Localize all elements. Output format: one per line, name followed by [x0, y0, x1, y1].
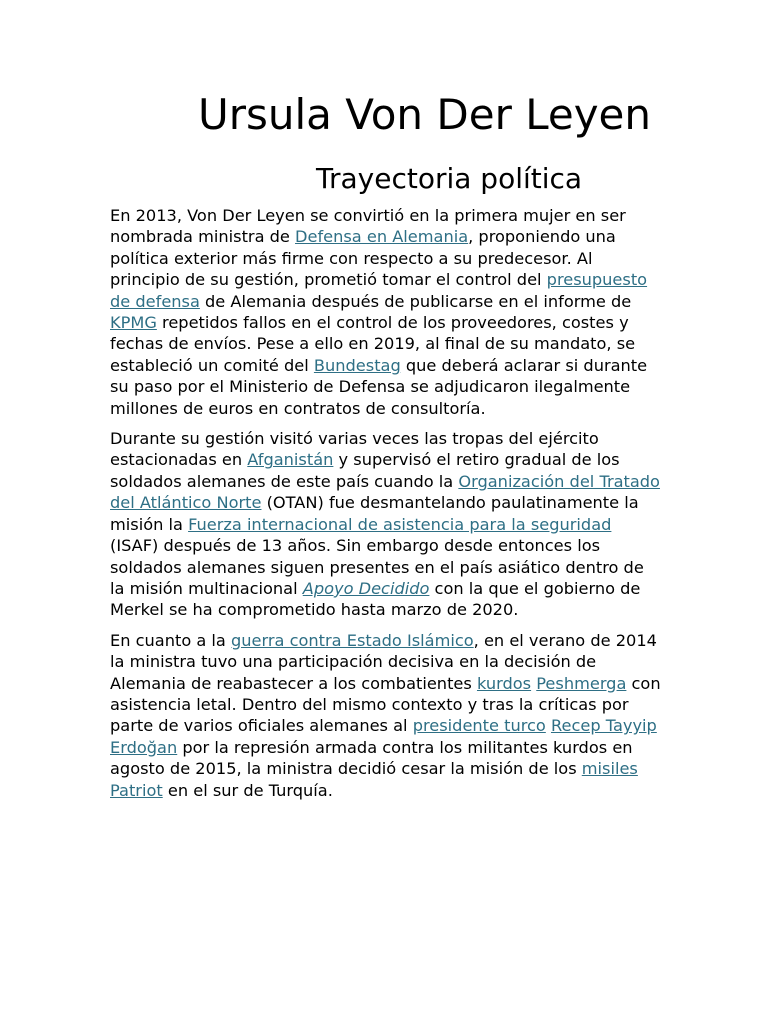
- paragraph-text: con asistencia letal. Dentro del mismo contexto y tras la críticas por parte de varios oficiales alemanes al: [110, 673, 661, 736]
- paragraph-text: en el sur de Turquía.: [162, 780, 333, 800]
- section-heading: Trayectoria política: [316, 162, 583, 195]
- document-page: [110, 86, 662, 810]
- document-body: [110, 205, 662, 801]
- link-organizacion-del-tratado-del-atlantico-norte[interactable]: Organización del Tratado del Atlántico Norte: [110, 471, 660, 513]
- paragraph-2: [110, 428, 662, 621]
- paragraph-text: y supervisó el retiro gradual de los soldados alemanes de este país cuando la: [110, 450, 620, 491]
- link-kurdos[interactable]: kurdos: [476, 673, 532, 693]
- link-kpmg[interactable]: KPMG: [110, 313, 157, 333]
- link-afganistan[interactable]: Afganistán: [247, 450, 334, 470]
- paragraph-1: [110, 205, 662, 419]
- link-defensa-en-alemania[interactable]: Defensa en Alemania: [295, 227, 469, 247]
- link-presupuesto-de-defensa[interactable]: presupuesto de defensa: [110, 270, 648, 311]
- link-presidente-turco[interactable]: presidente turco: [412, 716, 546, 736]
- link-bundestag[interactable]: Bundestag: [313, 355, 401, 375]
- paragraph-text: (OTAN) fue desmantelando paulatinamente la misión la: [110, 493, 639, 534]
- paragraph-3: [110, 630, 662, 801]
- link-misiles-patriot[interactable]: misiles Patriot: [110, 759, 638, 800]
- link-peshmerga[interactable]: Peshmerga: [536, 673, 627, 693]
- paragraph-text: de Alemania después de publicarse en el informe de: [199, 291, 632, 311]
- paragraph-text: por la represión armada contra los militantes kurdos en agosto de 2015, la ministra decidió cesar la misión de los: [110, 737, 633, 779]
- paragraph-text: , proponiendo una política exterior más firme con respecto a su predecesor. Al principio de su gestión, prometió tomar el control del: [110, 227, 616, 290]
- link-guerra-contra-estado-islamico[interactable]: guerra contra Estado Islámico: [231, 630, 474, 650]
- paragraph-text: repetidos fallos en el control de los proveedores, costes y fechas de envíos. Pese a ello en 2019, al final de su mandato, se estableció un comité del: [110, 313, 636, 375]
- paragraph-text: (ISAF) después de 13 años. Sin embargo desde entonces los soldados alemanes siguen presentes en el país asiático dentro de la misión multinacional: [110, 536, 644, 598]
- paragraph-text: En 2013, Von Der Leyen se convirtió en la primera mujer en ser nombrada ministra de: [110, 206, 626, 247]
- paragraph-text: En cuanto a la: [110, 630, 231, 650]
- link-apoyo-decidido[interactable]: Apoyo Decidido: [302, 578, 430, 598]
- link-fuerza-internacional-de-asistencia-para-la-seguridad[interactable]: Fuerza internacional de asistencia para la seguridad: [188, 514, 612, 534]
- paragraph-text: que deberá aclarar si durante su paso por el Ministerio de Defensa se adjudicaron ilegalmente millones de euros en contratos de consultoría.: [110, 355, 648, 418]
- paragraph-text: con la que el gobierno de Merkel se ha comprometido hasta marzo de 2020.: [110, 578, 641, 620]
- paragraph-text: Durante su gestión visitó varias veces las tropas del ejército estacionadas en: [110, 429, 599, 470]
- link-recep-tayyip-erdogan[interactable]: Recep Tayyip Erdoğan: [110, 716, 657, 757]
- paragraph-text: , en el verano de 2014 la ministra tuvo una participación decisiva en la decisión de Alemania de reabastecer a los combatientes: [110, 630, 657, 693]
- document-title: Ursula Von Der Leyen: [198, 90, 652, 139]
